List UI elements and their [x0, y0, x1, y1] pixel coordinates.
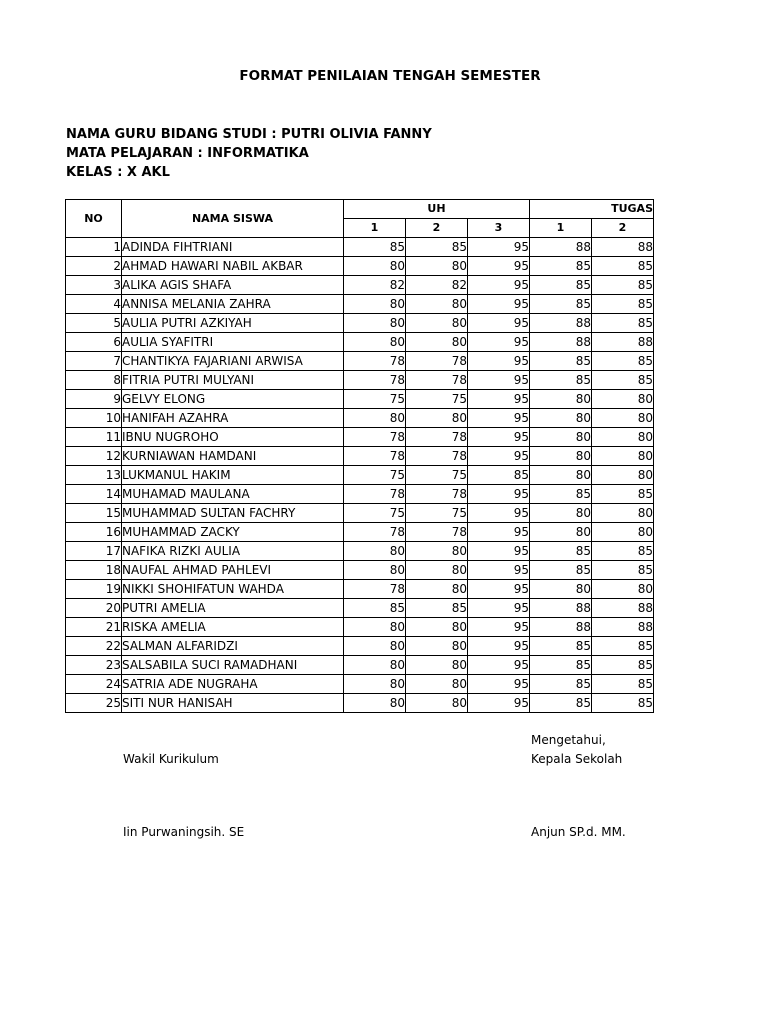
tugas2-score: 85: [592, 694, 654, 713]
row-number: 2: [66, 257, 122, 276]
student-name: HANIFAH AZAHRA: [122, 409, 344, 428]
tugas1-score: 85: [530, 656, 592, 675]
table-row: [66, 238, 654, 257]
uh2-score: 80: [406, 675, 468, 694]
uh3-score: 95: [468, 580, 530, 599]
row-number: 17: [66, 542, 122, 561]
row-number: 15: [66, 504, 122, 523]
sign-right-title: Kepala Sekolah: [531, 752, 623, 766]
uh3-score: 95: [468, 238, 530, 257]
table-row: [66, 409, 654, 428]
row-number: 6: [66, 333, 122, 352]
uh1-score: 75: [344, 390, 406, 409]
student-name: GELVY ELONG: [122, 390, 344, 409]
uh2-score: 78: [406, 485, 468, 504]
uh3-score: 95: [468, 371, 530, 390]
sign-mengetahui: Mengetahui,: [531, 733, 606, 747]
header-name: NAMA SISWA: [122, 200, 344, 238]
uh2-score: 78: [406, 447, 468, 466]
tugas1-score: 80: [530, 428, 592, 447]
tugas2-score: 88: [592, 333, 654, 352]
table-row: [66, 656, 654, 675]
uh2-score: 80: [406, 333, 468, 352]
student-name: FITRIA PUTRI MULYANI: [122, 371, 344, 390]
uh1-score: 80: [344, 409, 406, 428]
tugas2-score: 88: [592, 618, 654, 637]
header-uh-1: 1: [344, 219, 406, 238]
uh1-score: 80: [344, 257, 406, 276]
table-row: [66, 618, 654, 637]
grades-body: [66, 238, 654, 713]
row-number: 12: [66, 447, 122, 466]
uh1-score: 78: [344, 485, 406, 504]
row-number: 20: [66, 599, 122, 618]
header-tugas-1: 1: [530, 219, 592, 238]
tugas2-score: 88: [592, 238, 654, 257]
uh1-score: 78: [344, 580, 406, 599]
uh1-score: 80: [344, 694, 406, 713]
uh3-score: 95: [468, 561, 530, 580]
tugas2-score: 80: [592, 409, 654, 428]
student-name: PUTRI AMELIA: [122, 599, 344, 618]
uh3-score: 95: [468, 409, 530, 428]
tugas1-score: 85: [530, 352, 592, 371]
uh2-score: 78: [406, 371, 468, 390]
tugas1-score: 80: [530, 580, 592, 599]
uh2-score: 75: [406, 466, 468, 485]
table-row: [66, 580, 654, 599]
tugas2-score: 85: [592, 257, 654, 276]
uh1-score: 78: [344, 523, 406, 542]
tugas1-score: 80: [530, 409, 592, 428]
uh2-score: 75: [406, 390, 468, 409]
table-row: [66, 295, 654, 314]
uh1-score: 85: [344, 599, 406, 618]
tugas1-score: 88: [530, 618, 592, 637]
uh3-score: 95: [468, 314, 530, 333]
tugas2-score: 80: [592, 580, 654, 599]
student-name: SATRIA ADE NUGRAHA: [122, 675, 344, 694]
uh3-score: 95: [468, 295, 530, 314]
row-number: 24: [66, 675, 122, 694]
tugas2-score: 80: [592, 390, 654, 409]
tugas1-score: 80: [530, 523, 592, 542]
tugas1-score: 85: [530, 542, 592, 561]
student-name: ANNISA MELANIA ZAHRA: [122, 295, 344, 314]
tugas1-score: 88: [530, 314, 592, 333]
table-row: [66, 599, 654, 618]
row-number: 8: [66, 371, 122, 390]
student-name: SITI NUR HANISAH: [122, 694, 344, 713]
tugas1-score: 88: [530, 238, 592, 257]
student-name: ALIKA AGIS SHAFA: [122, 276, 344, 295]
student-name: KURNIAWAN HAMDANI: [122, 447, 344, 466]
tugas1-score: 80: [530, 447, 592, 466]
student-name: RISKA AMELIA: [122, 618, 344, 637]
uh3-score: 95: [468, 599, 530, 618]
header-uh-2: 2: [406, 219, 468, 238]
uh2-score: 80: [406, 656, 468, 675]
uh1-score: 80: [344, 561, 406, 580]
tugas2-score: 85: [592, 485, 654, 504]
uh1-score: 80: [344, 656, 406, 675]
tugas2-score: 85: [592, 276, 654, 295]
header-tugas-2: 2: [592, 219, 654, 238]
table-row: [66, 637, 654, 656]
tugas1-score: 88: [530, 599, 592, 618]
tugas1-score: 85: [530, 637, 592, 656]
uh2-score: 80: [406, 637, 468, 656]
student-name: AHMAD HAWARI NABIL AKBAR: [122, 257, 344, 276]
table-row: [66, 447, 654, 466]
student-name: ADINDA FIHTRIANI: [122, 238, 344, 257]
header-no: NO: [66, 200, 122, 238]
uh1-score: 80: [344, 333, 406, 352]
sign-left-title: Wakil Kurikulum: [123, 752, 219, 766]
row-number: 14: [66, 485, 122, 504]
uh1-score: 78: [344, 447, 406, 466]
uh2-score: 80: [406, 542, 468, 561]
uh3-score: 95: [468, 276, 530, 295]
table-row: [66, 371, 654, 390]
uh2-score: 80: [406, 409, 468, 428]
row-number: 4: [66, 295, 122, 314]
row-number: 19: [66, 580, 122, 599]
uh3-score: 95: [468, 504, 530, 523]
tugas1-score: 85: [530, 257, 592, 276]
uh1-score: 80: [344, 618, 406, 637]
header-uh: UH: [344, 200, 530, 219]
uh2-score: 85: [406, 599, 468, 618]
uh3-score: 95: [468, 675, 530, 694]
tugas2-score: 85: [592, 295, 654, 314]
student-name: LUKMANUL HAKIM: [122, 466, 344, 485]
uh1-score: 78: [344, 352, 406, 371]
tugas1-score: 80: [530, 504, 592, 523]
uh3-score: 95: [468, 352, 530, 371]
sign-right-name: Anjun SP.d. MM.: [531, 825, 626, 839]
row-number: 5: [66, 314, 122, 333]
table-row: [66, 694, 654, 713]
tugas1-score: 85: [530, 694, 592, 713]
row-number: 18: [66, 561, 122, 580]
uh2-score: 80: [406, 580, 468, 599]
uh1-score: 80: [344, 295, 406, 314]
uh2-score: 80: [406, 295, 468, 314]
uh3-score: 95: [468, 257, 530, 276]
uh3-score: 95: [468, 390, 530, 409]
table-row: [66, 314, 654, 333]
tugas2-score: 80: [592, 428, 654, 447]
uh2-score: 80: [406, 561, 468, 580]
uh2-score: 80: [406, 314, 468, 333]
uh3-score: 95: [468, 618, 530, 637]
uh2-score: 75: [406, 504, 468, 523]
tugas2-score: 85: [592, 675, 654, 694]
uh1-score: 85: [344, 238, 406, 257]
header-tugas: TUGAS: [530, 200, 654, 219]
tugas1-score: 85: [530, 295, 592, 314]
uh2-score: 78: [406, 428, 468, 447]
row-number: 9: [66, 390, 122, 409]
table-row: [66, 390, 654, 409]
row-number: 21: [66, 618, 122, 637]
table-row: [66, 504, 654, 523]
table-row: [66, 428, 654, 447]
student-name: MUHAMAD MAULANA: [122, 485, 344, 504]
table-row: [66, 352, 654, 371]
header-row: [66, 200, 654, 219]
uh2-score: 78: [406, 523, 468, 542]
uh2-score: 80: [406, 618, 468, 637]
uh1-score: 78: [344, 371, 406, 390]
tugas1-score: 80: [530, 466, 592, 485]
uh2-score: 80: [406, 694, 468, 713]
student-name: MUHAMMAD SULTAN FACHRY: [122, 504, 344, 523]
uh3-score: 95: [468, 542, 530, 561]
uh1-score: 80: [344, 314, 406, 333]
uh3-score: 95: [468, 485, 530, 504]
table-row: [66, 561, 654, 580]
tugas2-score: 85: [592, 314, 654, 333]
tugas1-score: 85: [530, 276, 592, 295]
uh1-score: 80: [344, 542, 406, 561]
teacher-name: NAMA GURU BIDANG STUDI : PUTRI OLIVIA FANNY: [66, 127, 432, 142]
table-row: [66, 485, 654, 504]
table-row: [66, 542, 654, 561]
row-number: 16: [66, 523, 122, 542]
student-name: MUHAMMAD ZACKY: [122, 523, 344, 542]
table-row: [66, 333, 654, 352]
tugas1-score: 88: [530, 333, 592, 352]
uh2-score: 85: [406, 238, 468, 257]
uh1-score: 80: [344, 637, 406, 656]
row-number: 7: [66, 352, 122, 371]
uh3-score: 95: [468, 523, 530, 542]
uh3-score: 95: [468, 428, 530, 447]
tugas2-score: 80: [592, 523, 654, 542]
uh1-score: 80: [344, 675, 406, 694]
table-row: [66, 276, 654, 295]
row-number: 1: [66, 238, 122, 257]
tugas2-score: 80: [592, 447, 654, 466]
tugas2-score: 80: [592, 504, 654, 523]
grades-table: [65, 199, 654, 713]
row-number: 25: [66, 694, 122, 713]
uh2-score: 82: [406, 276, 468, 295]
row-number: 11: [66, 428, 122, 447]
uh3-score: 85: [468, 466, 530, 485]
row-number: 13: [66, 466, 122, 485]
uh1-score: 75: [344, 466, 406, 485]
uh3-score: 95: [468, 694, 530, 713]
student-name: SALMAN ALFARIDZI: [122, 637, 344, 656]
row-number: 3: [66, 276, 122, 295]
uh1-score: 78: [344, 428, 406, 447]
tugas1-score: 85: [530, 675, 592, 694]
tugas2-score: 85: [592, 656, 654, 675]
student-name: NIKKI SHOHIFATUN WAHDA: [122, 580, 344, 599]
tugas2-score: 85: [592, 371, 654, 390]
student-name: AULIA PUTRI AZKIYAH: [122, 314, 344, 333]
tugas2-score: 85: [592, 352, 654, 371]
student-name: CHANTIKYA FAJARIANI ARWISA: [122, 352, 344, 371]
uh1-score: 82: [344, 276, 406, 295]
tugas1-score: 85: [530, 561, 592, 580]
row-number: 22: [66, 637, 122, 656]
uh3-score: 95: [468, 637, 530, 656]
tugas2-score: 85: [592, 561, 654, 580]
uh1-score: 75: [344, 504, 406, 523]
tugas2-score: 88: [592, 599, 654, 618]
tugas2-score: 85: [592, 637, 654, 656]
header-uh-3: 3: [468, 219, 530, 238]
student-name: IBNU NUGROHO: [122, 428, 344, 447]
table-row: [66, 675, 654, 694]
tugas2-score: 80: [592, 466, 654, 485]
sign-left-name: Iin Purwaningsih. SE: [123, 825, 245, 839]
uh3-score: 95: [468, 656, 530, 675]
student-name: AULIA SYAFITRI: [122, 333, 344, 352]
student-name: SALSABILA SUCI RAMADHANI: [122, 656, 344, 675]
table-row: [66, 257, 654, 276]
class-name: KELAS : X AKL: [66, 165, 170, 180]
tugas1-score: 85: [530, 485, 592, 504]
student-name: NAFIKA RIZKI AULIA: [122, 542, 344, 561]
subject-name: MATA PELAJARAN : INFORMATIKA: [66, 146, 309, 161]
student-name: NAUFAL AHMAD PAHLEVI: [122, 561, 344, 580]
uh2-score: 80: [406, 257, 468, 276]
row-number: 10: [66, 409, 122, 428]
tugas1-score: 85: [530, 371, 592, 390]
uh3-score: 95: [468, 333, 530, 352]
table-row: [66, 466, 654, 485]
uh3-score: 95: [468, 447, 530, 466]
tugas2-score: 85: [592, 542, 654, 561]
tugas1-score: 80: [530, 390, 592, 409]
row-number: 23: [66, 656, 122, 675]
uh2-score: 78: [406, 352, 468, 371]
table-row: [66, 523, 654, 542]
page-title: FORMAT PENILAIAN TENGAH SEMESTER: [239, 68, 541, 84]
